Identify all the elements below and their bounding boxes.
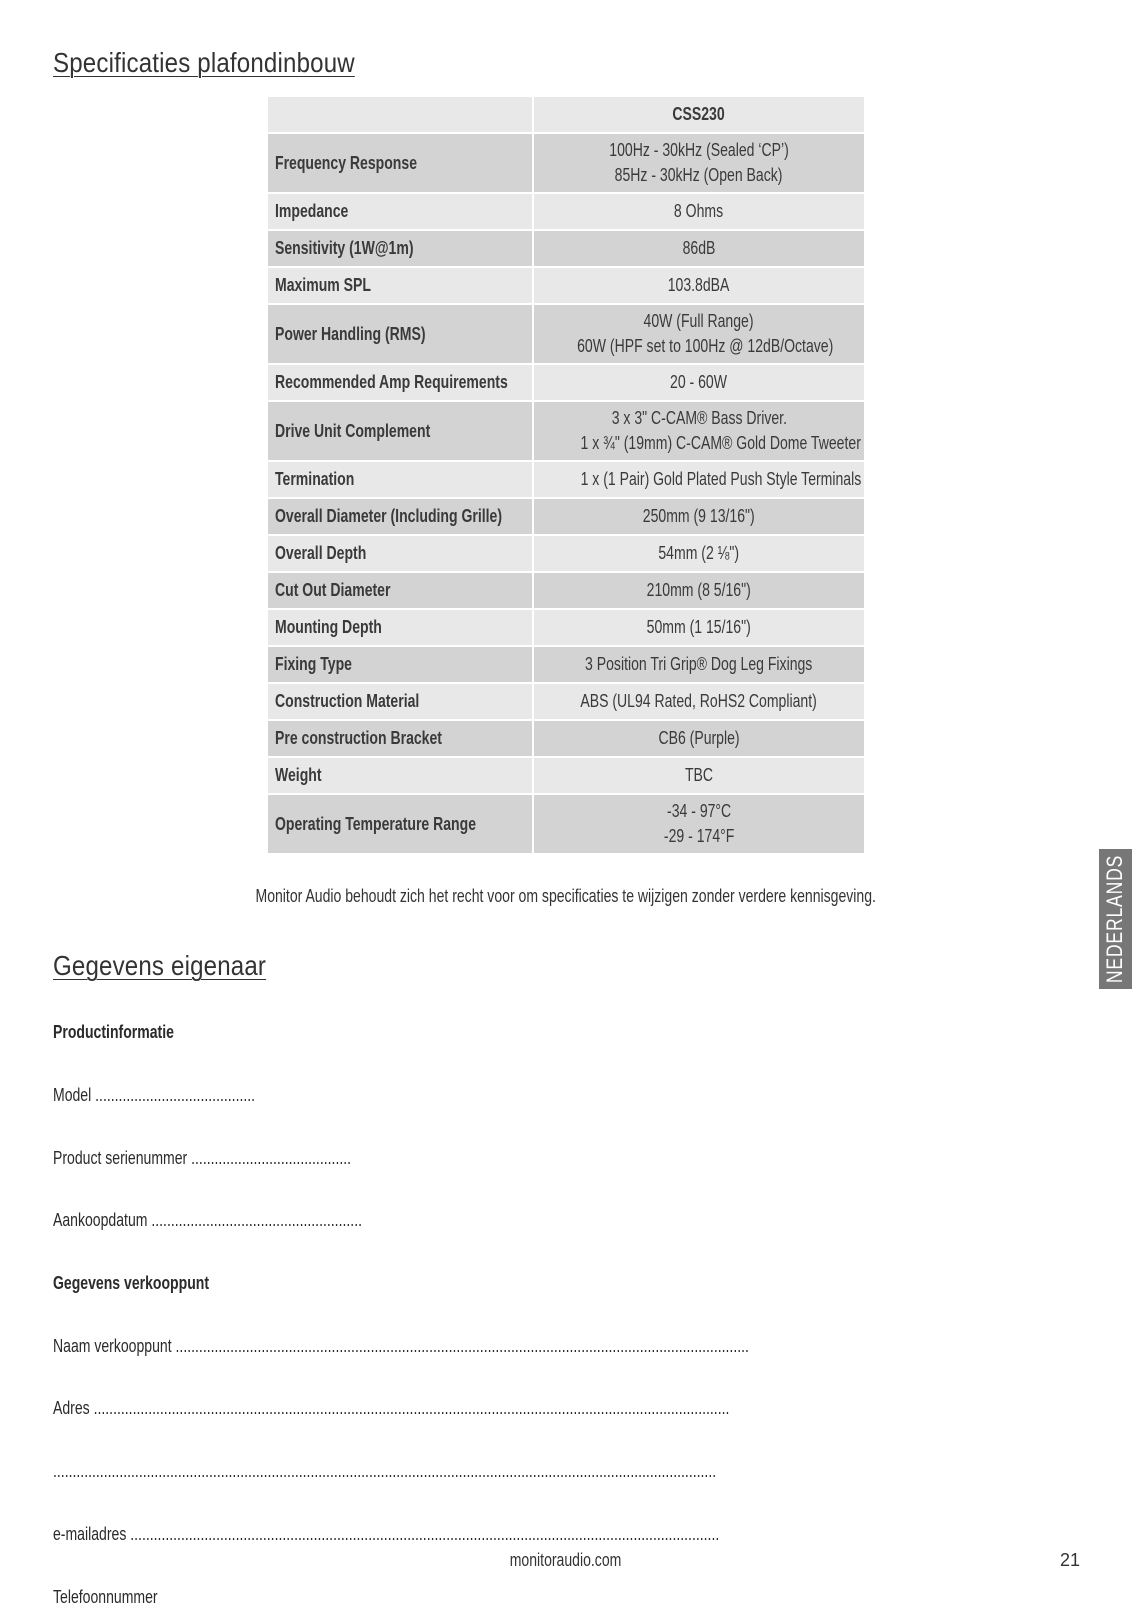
purchase-date-field: Aankoopdatum ...................................................... [53, 1210, 362, 1230]
spec-value [534, 610, 864, 645]
table-row [268, 268, 864, 303]
spec-value [534, 721, 864, 756]
table-row [268, 758, 864, 793]
table-row [268, 795, 864, 853]
spec-value-line: 3 x 3" C-CAM® Bass Driver. [611, 408, 787, 428]
spec-value [534, 647, 864, 682]
spec-label: Impedance [268, 194, 532, 229]
spec-value [534, 231, 864, 266]
spec-value [534, 365, 864, 400]
spec-value [534, 684, 864, 719]
header-model-cell: CSS230 [534, 97, 864, 132]
spec-label: Cut Out Diameter [268, 573, 532, 608]
serial-number-field: Product serienummer ......................................... [53, 1148, 352, 1168]
spec-value-line: 85Hz - 30kHz (Open Back) [615, 165, 783, 185]
spec-value-line: 3 Position Tri Grip® Dog Leg Fixings [585, 654, 813, 674]
table-row [268, 462, 864, 497]
spec-value-line: -29 - 174°F [663, 826, 735, 846]
spec-value-line: 54mm (2 ⅛") [658, 543, 740, 563]
spec-value-line: 1 x ¾" (19mm) C-CAM® Gold Dome Tweeter [580, 433, 861, 453]
spec-value [534, 134, 864, 192]
spec-label: Overall Diameter (Including Grille) [268, 499, 532, 534]
spec-value-line: 20 - 60W [670, 372, 728, 392]
address-field: Adres ................................................................................................................................................................... [53, 1398, 730, 1418]
spec-label: Overall Depth [268, 536, 532, 571]
section-title-owner-details: Gegevens eigenaar [53, 950, 267, 981]
address-line2-field: .......................................................................................................................................................................... [53, 1461, 717, 1481]
spec-value [534, 758, 864, 793]
table-row [268, 305, 864, 363]
spec-label: Recommended Amp Requirements [268, 365, 532, 400]
header-empty-cell [268, 97, 532, 132]
spec-value-line: 8 Ohms [674, 201, 724, 221]
spec-value-line: 100Hz - 30kHz (Sealed ‘CP’) [609, 140, 789, 160]
dealer-info-heading: Gegevens verkooppunt [53, 1273, 210, 1293]
spec-value-line: TBC [684, 765, 714, 785]
table-row [268, 194, 864, 229]
table-row [268, 134, 864, 192]
spec-value [534, 402, 864, 460]
spec-value-line: 103.8dBA [668, 275, 730, 295]
spec-value [534, 305, 864, 363]
spec-value-line: -34 - 97°C [666, 801, 732, 821]
dealer-name-field: Naam verkooppunt ................................................................................................................................................... [53, 1336, 749, 1356]
spec-label: Power Handling (RMS) [268, 305, 532, 363]
spec-value-line: 1 x (1 Pair) Gold Plated Push Style Terminals [580, 469, 862, 489]
table-row [268, 684, 864, 719]
spec-label: Fixing Type [268, 647, 532, 682]
spec-value-line: 50mm (1 15/16") [646, 617, 752, 637]
spec-label: Pre construction Bracket [268, 721, 532, 756]
table-row [268, 647, 864, 682]
footer-url: monitoraudio.com [510, 1550, 622, 1570]
spec-label: Construction Material [268, 684, 532, 719]
product-info-heading: Productinformatie [53, 1022, 174, 1042]
spec-label: Sensitivity (1W@1m) [268, 231, 532, 266]
specifications-notice: Monitor Audio behoudt zich het recht voor om specificaties te wijzigen zonder verdere kennisgeving. [255, 886, 877, 906]
spec-label: Operating Temperature Range [268, 795, 532, 853]
spec-label: Termination [268, 462, 532, 497]
spec-value [534, 795, 864, 853]
table-row [268, 365, 864, 400]
table-row [268, 499, 864, 534]
table-row [268, 610, 864, 645]
spec-value [534, 194, 864, 229]
model-field: Model ......................................... [53, 1085, 256, 1105]
spec-value [534, 573, 864, 608]
spec-value-line: CB6 (Purple) [658, 728, 740, 748]
spec-value [534, 499, 864, 534]
page-number: 21 [1060, 1550, 1081, 1570]
table-row [268, 402, 864, 460]
table-row [268, 536, 864, 571]
table-header-row [268, 97, 864, 132]
spec-value-line: 210mm (8 5/16") [646, 580, 752, 600]
spec-label: Drive Unit Complement [268, 402, 532, 460]
spec-label: Frequency Response [268, 134, 532, 192]
spec-label: Mounting Depth [268, 610, 532, 645]
phone-field: Telefoonnummer [53, 1587, 158, 1607]
table-row [268, 721, 864, 756]
spec-label: Weight [268, 758, 532, 793]
spec-value-line: 250mm (9 13/16") [643, 506, 755, 526]
spec-value [534, 536, 864, 571]
table-row [268, 573, 864, 608]
language-tab: NEDERLANDS [1099, 849, 1132, 989]
spec-label: Maximum SPL [268, 268, 532, 303]
table-row [268, 231, 864, 266]
spec-value-line: 60W (HPF set to 100Hz @ 12dB/Octave) [577, 336, 834, 356]
spec-value [534, 268, 864, 303]
spec-value-line: 40W (Full Range) [643, 311, 755, 331]
spec-value [534, 462, 864, 497]
email-field: e-mailadres ....................................................................................................................................................... [53, 1524, 720, 1544]
specifications-table [266, 95, 866, 855]
section-title-specifications: Specificaties plafondinbouw [53, 47, 355, 78]
spec-value-line: 86dB [682, 238, 716, 258]
spec-value-line: ABS (UL94 Rated, RoHS2 Compliant) [580, 691, 818, 711]
